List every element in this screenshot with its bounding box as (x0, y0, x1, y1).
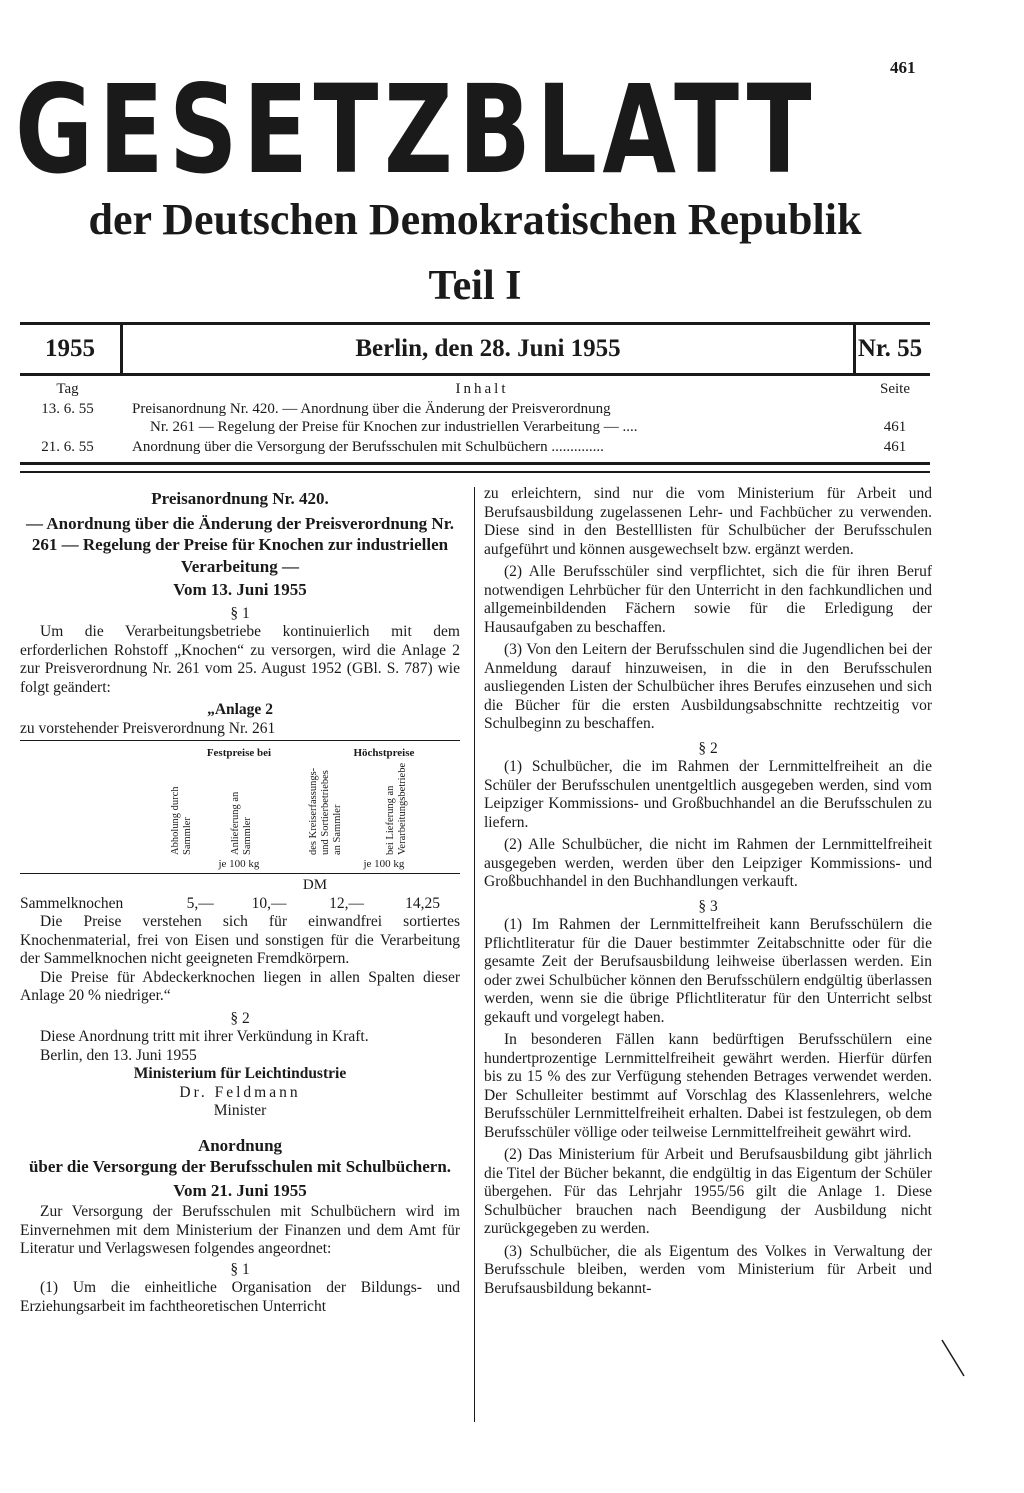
masthead-part: Teil I (428, 263, 522, 309)
toc-entry (20, 438, 930, 456)
masthead-subtitle: der Deutschen Demokratischen Republik (88, 195, 862, 244)
table-cell: 5,— (186, 894, 214, 912)
toc-divider (20, 462, 930, 473)
table-col-header: des Kreiserfassungs- und Sortierbetriebes an Sammler (307, 767, 343, 855)
article-1-paragraph: Um die Verarbeitungsbetriebe kontinuierlich mit dem erforderlichen Rohstoff „Knochen“ zu versorgen, wird die Anlage 2 zur Preisverordnung Nr. 261 vom 25. August 1952 (GBl. S. 787) wie folgt geändert: (20, 623, 460, 696)
article-1-paragraph: Die Preise für Abdeckerknochen liegen in allen Spalten dieser Anlage 20 % niedriger.“ (20, 968, 460, 1004)
table-col-header: bei Lieferung an Verarbeitungsbetriebe (385, 762, 409, 855)
article-2-subtitle: über die Versorgung der Berufsschulen mit Schulbüchern. (28, 1157, 452, 1176)
table-cell: 10,— (251, 894, 287, 912)
table-cell: 12,— (329, 894, 364, 912)
toc-col-content: Inhalt (455, 381, 509, 397)
price-table (20, 740, 460, 913)
article-2-title: Anordnung (197, 1135, 283, 1155)
article-2-paragraph: (1) Um die einheitliche Organisation der Bildungs- und Erziehungsarbeit im fachtheoretischen Unterricht (20, 1279, 460, 1315)
toc-entry-date: 13. 6. 55 (41, 401, 94, 417)
table-unit: je 100 kg (218, 857, 260, 870)
article-1-signer-role: Minister (213, 1102, 267, 1119)
article-2-section-3-heading: § 3 (698, 897, 718, 915)
article-1-subtitle: — Anordnung über die Änderung der Preisverordnung Nr. 261 — Regelung der Preise für Knochen zur industriellen Verarbeitung — (26, 513, 454, 576)
toc-entry-page: 461 (883, 439, 907, 455)
article-2-paragraph: (1) Schulbücher, die im Rahmen der Lernmittelfreiheit an die Schüler der Berufsschulen unentgeltlich ausgegeben werden, sind vom Leipziger Kommissions- und Großbuchhandel an die Berufsschulen zu liefern. (484, 758, 932, 831)
table-row-label: Sammelknochen (20, 894, 124, 912)
article-2-paragraph: (2) Das Ministerium für Arbeit und Berufsausbildung gibt jährlich die Titel der Bücher bekannt, die endgültig in das Eigentum der Schüler übergehen. Für das Lehrjahr 1955/56 gilt die Anlage 1. Diese Schulbücher brauchen nach Beendigung der Ausbildung nicht zurückgegeben zu werden. (484, 1146, 932, 1237)
issue-place-date: Berlin, den 28. Juni 1955 (120, 325, 856, 373)
table-of-contents (20, 380, 930, 460)
article-2-paragraph: (3) Schulbücher, die als Eigentum des Volkes in Verwaltung der Berufsschule bleiben, werden vom Ministerium für Arbeit und Berufsausbildung bekannt- (484, 1242, 932, 1297)
table-group-max: Höchstpreise (308, 741, 460, 763)
table-col-header: Anlieferung an Sammler (230, 791, 254, 855)
toc-entry-date: 21. 6. 55 (41, 439, 94, 455)
table-col-header: Abholung durch Sammler (170, 785, 193, 855)
table-unit: je 100 kg (363, 857, 405, 870)
article-1-signer: Dr. Feldmann (179, 1083, 301, 1101)
section-1-heading: § 1 (230, 604, 250, 622)
article-2-paragraph: (2) Alle Schulbücher, die nicht im Rahmen der Lernmittelfreiheit ausgegeben werden, werden über den Leipziger Kommissions- und Großbuchhandel in den Buchhandlungen verkauft. (484, 836, 932, 890)
article-2-date: Vom 21. Juni 1955 (173, 1180, 307, 1200)
article-2-paragraph: zu erleichtern, sind nur die vom Ministerium für Arbeit und Berufsausbildung zugelassenen Lehr- und Fachbücher zu verwenden. Diese sind in den Bestelllisten für Schulbücher der Berufsschulen aufgeführt und können ausgewechselt bzw. ergänzt werden. (484, 485, 932, 558)
toc-entry-text: Anordnung über die Versorgung der Berufsschulen mit Schulbüchern .............. (132, 439, 604, 455)
article-2-section-1-heading: § 1 (230, 1260, 250, 1278)
anlage-title: „Anlage 2 (207, 701, 273, 718)
page-number: 461 (890, 58, 916, 77)
section-2-heading: § 2 (230, 1009, 250, 1027)
toc-entry-continued (20, 418, 930, 436)
scan-mark-icon (940, 1338, 966, 1378)
table-cell: 14,25 (405, 894, 440, 912)
article-1-place-date: Berlin, den 13. Juni 1955 (40, 1046, 197, 1064)
table-group-fixed: Festpreise bei (170, 741, 308, 763)
toc-entry-text: Nr. 261 — Regelung der Preise für Knochen zur industriellen Verarbeitung — .... (150, 419, 638, 435)
toc-header (20, 380, 930, 398)
article-2-paragraph: (2) Alle Berufsschüler sind verpflichtet, sich die für ihren Beruf notwendigen Lehrbücher für den Unterricht in den fachkundlichen und allgemeinbildenden Fächern sowie für die Erledigung der Hausaufgaben zu beschaffen. (484, 563, 932, 636)
column-divider (474, 487, 475, 1422)
article-2-paragraph: In besonderen Fällen kann bedürftigen Berufsschülern eine hundertprozentige Lernmittelfreiheit gewährt werden. Hierfür dürfen bis zu 15 % des zur Verfügung stehenden Betrages verwendet werden. Der Schulleiter bestimmt auf Vorschlag des Klassenlehrers, welche Berufsschüler Lernmittelfreiheit erhalten. Dabei ist festzulegen, ob dem Berufsschüler völlige oder teilweise Lernmittelfreiheit gewährt wird. (484, 1031, 932, 1141)
article-1-ministry: Ministerium für Leichtindustrie (133, 1065, 347, 1082)
toc-entry (20, 400, 930, 418)
article-2-paragraph: (3) Von den Leitern der Berufsschulen sind die Jugendlichen bei der Anmeldung darauf hinzuweisen, in die in den Berufsschulen ausliegenden Listen der Schulbücher ihres Berufes einzusehen und sich die Bücher für die ersten Ausbildungsabschnitte rechtzeitig vor Schulbeginn zu beschaffen. (484, 641, 932, 732)
anlage-subtitle: zu vorstehender Preisverordnung Nr. 261 (20, 719, 276, 737)
article-1-title: Preisanordnung Nr. 420. (151, 489, 329, 508)
issue-number: Nr. 55 (857, 335, 923, 362)
table-currency: DM (170, 874, 460, 895)
article-1-paragraph: Diese Anordnung tritt mit ihrer Verkündung in Kraft. (40, 1028, 369, 1045)
article-2-paragraph: Zur Versorgung der Berufsschulen mit Schulbüchern wird im Einvernehmen mit dem Ministerium der Finanzen und dem Amt für Literatur und Verlagswesen folgendes angeordnet: (20, 1203, 460, 1257)
toc-entry-text: Preisanordnung Nr. 420. — Anordnung über die Änderung der Preisverordnung (132, 401, 611, 417)
article-1-paragraph: Die Preise verstehen sich für einwandfrei sortiertes Knochenmaterial, frei von Eisen und sonstigen für die Verarbeitung der Sammelknochen nicht geeigneten Fremdkörpern. (20, 913, 460, 967)
toc-col-date: Tag (56, 381, 79, 397)
issue-year: 1955 (45, 335, 95, 362)
toc-entry-page: 461 (883, 419, 907, 435)
article-2-section-2-heading: § 2 (698, 739, 718, 757)
article-2-paragraph: (1) Im Rahmen der Lernmittelfreiheit kann Berufsschülern die Pflichtliteratur für die Dauer bestimmter Zeitabschnitte oder für die gesamte Zeit der Berufsausbildung leihweise überlassen werden. Ein oder zwei Schulbücher können den Berufsschülern endgültig überlassen werden, wenn sie die übrige Pflichtliteratur für den Unterricht selbst gekauft und vorgelegt haben. (484, 916, 932, 1026)
right-column (484, 485, 932, 1298)
left-column (20, 488, 460, 1316)
article-1-date: Vom 13. Juni 1955 (173, 580, 307, 599)
masthead-title: GESETZBLATT (15, 59, 818, 201)
issue-bar (20, 322, 930, 376)
toc-col-page: Seite (880, 381, 910, 397)
